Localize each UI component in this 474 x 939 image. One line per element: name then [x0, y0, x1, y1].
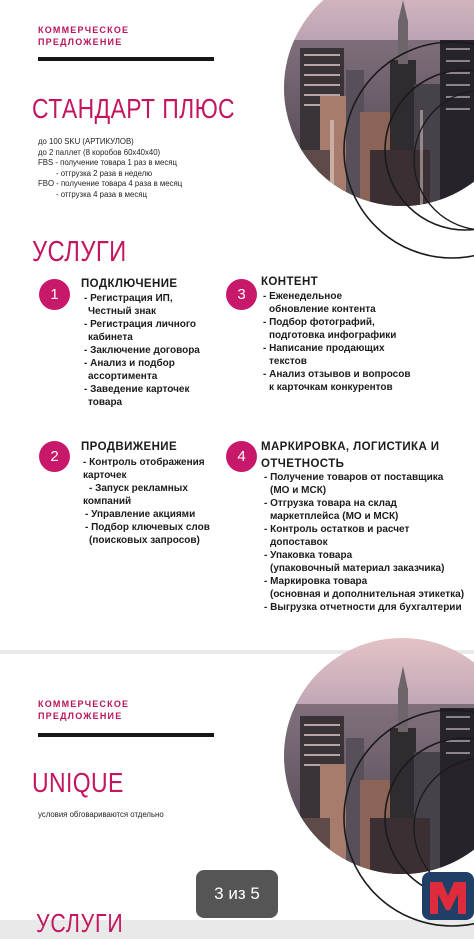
- page-counter: 3 из 5: [196, 870, 278, 918]
- kp-line-1: КОММЕРЧЕСКОЕ: [38, 25, 130, 35]
- condition-line: до 100 SKU (АРТИКУЛОВ): [38, 137, 134, 146]
- service-item: - Написание продающих: [263, 343, 385, 354]
- kp-line-2: ПРЕДЛОЖЕНИЕ: [38, 37, 123, 47]
- service-item: кабинета: [88, 332, 133, 343]
- service-item: - Анализ и подбор: [84, 358, 175, 369]
- condition-line: - отгрузка 4 раза в месяц: [56, 189, 147, 199]
- service-item: текстов: [269, 356, 307, 367]
- condition-line: FBO - получение товара 4 раза в месяц: [38, 179, 183, 189]
- service-item: обновление контента: [269, 304, 376, 315]
- divider: [38, 57, 214, 61]
- tariff-title: UNIQUE: [32, 767, 124, 798]
- service-number-badge: 1: [39, 279, 70, 310]
- service-item: - Заведение карточек: [84, 384, 190, 395]
- service-title: ПОДКЛЮЧЕНИЕ: [81, 278, 178, 290]
- services-title-cutoff: УСЛУГИ: [36, 908, 124, 938]
- tariff-title: СТАНДАРТ ПЛЮС: [32, 93, 235, 124]
- service-item: подготовка инфографики: [269, 330, 397, 341]
- condition-line: FBS - получение товара 1 раз в месяц: [38, 158, 177, 168]
- service-item: - Отгрузка товара на склад: [264, 498, 397, 509]
- service-items: [83, 456, 210, 547]
- service-number-badge: 2: [39, 441, 70, 472]
- service-item: - Анализ отзывов и вопросов: [263, 369, 411, 380]
- service-item: допоставок: [270, 537, 328, 548]
- service-item: (поисковых запросов): [89, 535, 200, 546]
- service-item: ассортимента: [88, 371, 158, 382]
- service-item: - Заключение договора: [84, 345, 200, 356]
- service-item: - Регистрация ИП,: [84, 293, 173, 304]
- service-item: (упаковочный материал заказчика): [270, 563, 445, 574]
- condition-line: до 2 паллет (8 коробов 60х40х40): [38, 147, 161, 157]
- brand-logo-icon: [418, 868, 474, 920]
- service-item: Честный знак: [88, 306, 156, 317]
- service-items: [264, 471, 464, 614]
- service-item: товара: [88, 397, 123, 408]
- service-item: - Получение товаров от поставщика: [264, 472, 444, 483]
- service-title-line: МАРКИРОВКА, ЛОГИСТИКА И: [261, 441, 440, 453]
- service-item: компаний: [83, 496, 132, 507]
- service-item: карточек: [83, 470, 127, 481]
- service-number-badge: 4: [226, 441, 257, 472]
- service-items: [84, 292, 200, 409]
- service-item: - Выгрузка отчетности для бухгалтерии: [264, 602, 462, 613]
- service-title: [261, 439, 439, 473]
- service-item: - Контроль отображения: [83, 457, 205, 468]
- services-title: УСЛУГИ: [32, 236, 127, 268]
- service-item: (основная и дополнительная этикетка): [270, 589, 465, 600]
- service-item: - Контроль остатков и расчет: [264, 524, 410, 535]
- service-item: - Подбор фотографий,: [263, 317, 375, 328]
- service-title: КОНТЕНТ: [261, 276, 319, 288]
- tariff-conditions: условия обговариваются отдельно: [38, 810, 164, 819]
- service-item: - Управление акциями: [85, 509, 196, 520]
- kp-line-2: ПРЕДЛОЖЕНИЕ: [38, 711, 123, 721]
- kp-line-1: КОММЕРЧЕСКОЕ: [38, 699, 130, 709]
- service-item: - Запуск рекламных: [89, 483, 188, 494]
- document-heading: [38, 698, 129, 722]
- condition-line: - отгрузка 2 раза в неделю: [56, 168, 153, 178]
- tariff-conditions: [38, 137, 182, 201]
- service-item: - Упаковка товара: [264, 550, 353, 561]
- service-items: [263, 290, 411, 394]
- service-item: (МО и МСК): [270, 485, 327, 496]
- service-item: - Маркировка товара: [264, 576, 368, 587]
- service-item: - Регистрация личного: [84, 319, 197, 330]
- service-item: маркетплейса (МО и МСК): [270, 511, 399, 522]
- service-title-line: ОТЧЕТНОСТЬ: [261, 458, 345, 470]
- document-heading: [38, 24, 129, 48]
- service-title: ПРОДВИЖЕНИЕ: [81, 441, 178, 453]
- service-number-badge: 3: [226, 279, 257, 310]
- service-item: - Еженедельное: [263, 291, 343, 302]
- service-item: - Подбор ключевых слов: [85, 522, 210, 533]
- service-item: к карточкам конкурентов: [269, 382, 393, 393]
- divider: [38, 733, 214, 737]
